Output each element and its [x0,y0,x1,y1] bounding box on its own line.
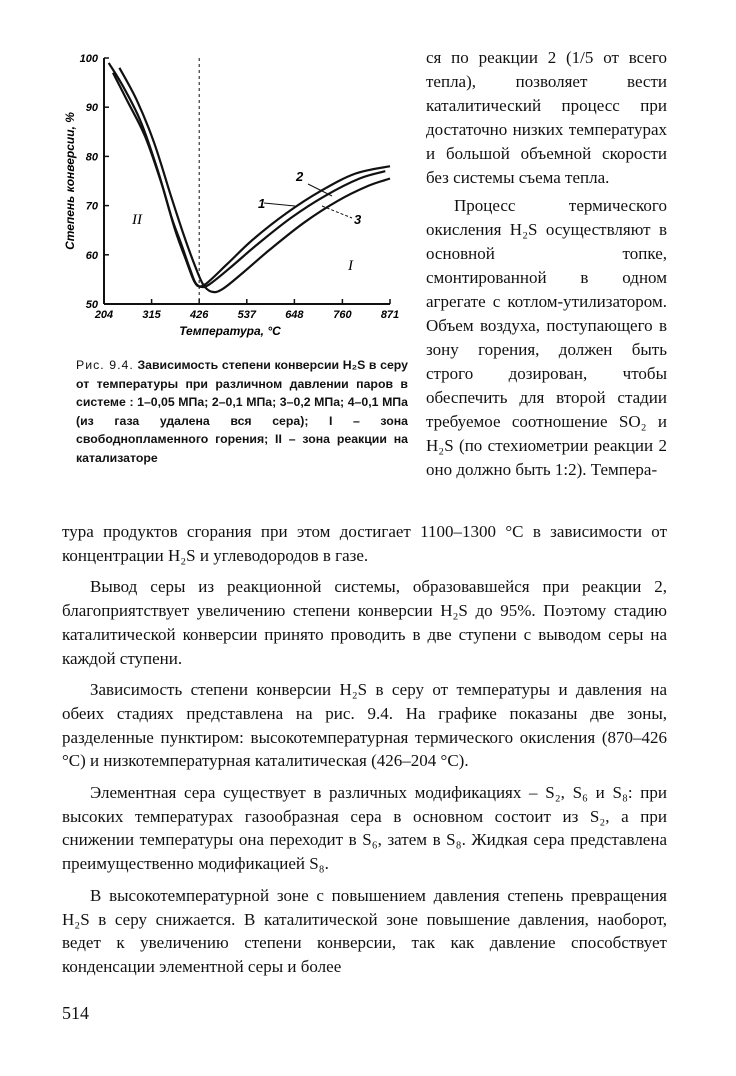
y-tick-label: 80 [85,151,98,164]
x-tick-label: 204 [94,309,114,321]
y-tick-label: 60 [85,249,98,262]
side-paragraph-1: ся по реакции 2 (1/5 от всего тепла), позволяет вести каталитический процесс при достаточно низких температурах и большой объемной скорости без системы съема тепла. [426,48,667,187]
y-tick-label: 90 [85,102,98,115]
paragraph-dependence: Зависимость степени конверсии H₂S в серу от температуры и давления на обеих стадиях представлена на рис. 9.4. На графике показаны две зоны, разделенные пунктиром: высокотемпературная термического окисления (870–426 °С) и низкотемпературная каталитическая (426–204 °С). [62,680,667,771]
page-number: 514 [62,1003,89,1023]
y-tick-label: 50 [85,299,98,311]
curve-label-3: 3 [354,212,362,227]
series-line-2 [109,63,390,287]
x-tick-label: 315 [142,309,161,321]
main-text [62,520,667,979]
side-column [426,46,667,482]
curve-1-leader [264,203,295,206]
paragraph-continuation: тура продуктов сгорания при этом достигает 1100–1300 °С в зависимости от концентрации H₂S и углеводородов в газе. [62,522,667,565]
figure-caption [76,356,408,468]
curve-label-1: 1 [258,196,266,211]
x-tick-label: 760 [333,309,352,321]
x-axis-label: Температура, °С [179,324,281,338]
zone-label-i: I [348,258,353,274]
caption-label: Рис. 9.4. [76,358,134,372]
y-axis-label: Степень конверсии, % [63,112,77,250]
curve-label-2: 2 [296,169,304,184]
paragraph-pressure: В высокотемпературной зоне с повышением давления степень превращения H₂S в серу снижается. В каталитической зоне повышение давления, наоборот, ведет к увеличению степени конверсии, так как давление способствует конденсации элементной серы и более [62,885,667,976]
y-tick-label: 100 [79,53,98,65]
side-paragraph-2: Процесс термического окисления H₂S осуществляют в основной топке, смонтированной в одном агрегате с котлом-утилизатором. Объем воздуха, поступающего в зону горения, должен быть строго дозирован, чтобы обеспечить для второй стадии требуемое соотношение SO₂ и H₂S (по стехиометрии реакции 2 оно должно быть 1:2). Темпера- [426,196,667,479]
y-tick-label: 70 [85,200,98,213]
x-tick-label: 871 [380,309,400,321]
conversion-chart [60,48,410,354]
x-tick-label: 537 [237,309,256,321]
x-tick-label: 648 [285,309,304,321]
zone-label-ii: II [132,212,142,228]
paragraph-sulfur-removal: Вывод серы из реакционной системы, образовавшейся при реакции 2, благоприятствует увеличению степени конверсии H₂S до 95%. Поэтому стадию каталитической конверсии принято проводить в две ступени с выводом серы на каждой ступени. [62,577,667,668]
series-line-1 [113,73,385,287]
chart-svg [60,48,410,354]
caption-text: Зависимость степени конверсии H₂S в серу от температуры при различном давлении паров в системе : 1–0,05 МПа; 2–0,1 МПа; 3–0,2 МПа; 4–0,1 МПа (из газа удалена вся сера); I – зона свободнопламенного горения; II – зона реакции на катализаторе [76,358,408,465]
x-tick-label: 426 [190,309,209,321]
paragraph-modifications: Элементная сера существует в различных модификациях – S₂, S₆ и S₈: при высоких температурах газообразная сера в основном состоит из S₂, а при снижении температуры она переходит в S₆, затем в S₈. Жидкая сера представлена преимущественно модификацией S₈. [62,783,667,874]
